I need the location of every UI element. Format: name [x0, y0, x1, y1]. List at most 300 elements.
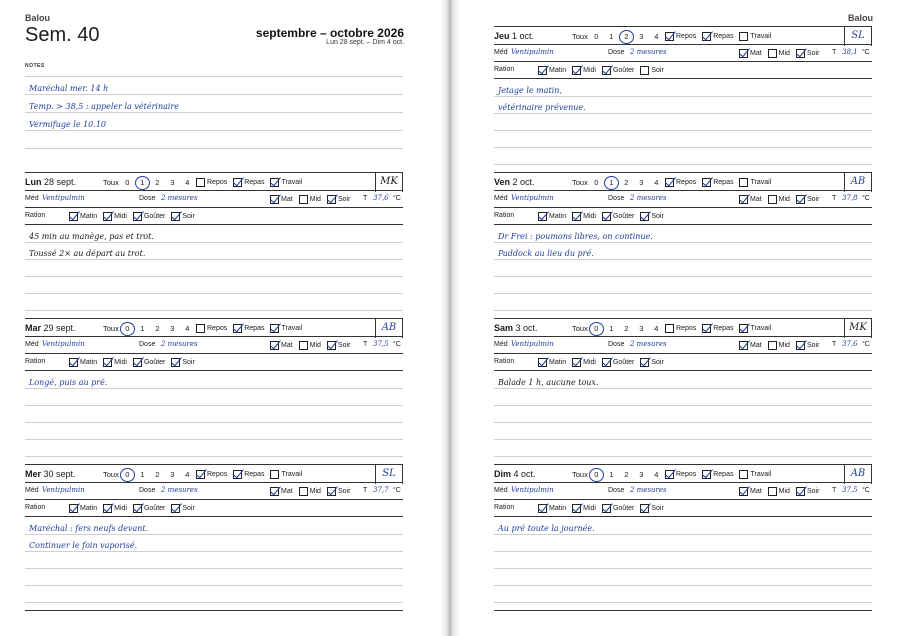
caretaker-initials[interactable]: MK [844, 319, 872, 338]
travail-option[interactable] [270, 178, 308, 187]
cough-level-3[interactable]: 3 [170, 470, 175, 479]
med-mid-option[interactable] [299, 487, 327, 496]
ration-gouter-option[interactable] [602, 358, 640, 367]
ration-midi-option[interactable] [572, 504, 602, 513]
ration-soir-option[interactable] [640, 504, 669, 513]
day-note[interactable]: 45 min au manège, pas et trot. [29, 232, 154, 241]
ration-soir-checkbox[interactable] [171, 212, 180, 221]
repos-option[interactable] [665, 32, 702, 41]
repos-checkbox[interactable] [665, 324, 674, 333]
ration-gouter-checkbox[interactable] [133, 358, 142, 367]
ration-matin-checkbox[interactable] [538, 358, 547, 367]
cough-level-1[interactable]: 1 [609, 470, 614, 479]
cough-label: Toux [572, 32, 588, 41]
cough-label: Toux [572, 178, 588, 187]
temperature-value[interactable]: 37,8 [842, 194, 858, 202]
med-mid-checkbox[interactable] [299, 487, 308, 496]
cough-level-3[interactable]: 3 [170, 324, 175, 333]
med-soir-checkbox[interactable] [327, 195, 336, 204]
cough-label: Toux [103, 324, 119, 333]
ration-gouter-checkbox[interactable] [602, 66, 611, 75]
medication-row [25, 191, 403, 208]
ration-matin-checkbox[interactable] [538, 212, 547, 221]
ration-midi-checkbox[interactable] [103, 358, 112, 367]
medication-row [25, 337, 403, 354]
med-mat-checkbox[interactable] [270, 195, 279, 204]
ration-midi-option[interactable] [103, 358, 133, 367]
med-mat-checkbox[interactable] [739, 487, 748, 496]
week-note-line[interactable]: Vermifuge le 10.10 [29, 120, 106, 129]
med-mid-option[interactable] [768, 487, 796, 496]
cough-label: Toux [103, 178, 119, 187]
day-note[interactable]: Au pré toute la journée. [498, 524, 595, 533]
med-name[interactable]: Ventipulmin [42, 194, 85, 202]
ration-midi-checkbox[interactable] [572, 66, 581, 75]
day-note[interactable]: vétérinaire prévenue. [498, 103, 586, 112]
cough-level-2[interactable]: 2 [155, 178, 160, 187]
travail-checkbox[interactable] [270, 324, 279, 333]
med-soir-option[interactable] [796, 195, 825, 204]
ration-soir-checkbox[interactable] [171, 504, 180, 513]
med-soir-label: Soir [337, 196, 351, 203]
cough-level-0[interactable]: 0 [123, 324, 132, 333]
cough-level-1[interactable]: 1 [609, 324, 614, 333]
cough-level-4[interactable]: 4 [654, 178, 659, 187]
repos-label: Repos [676, 325, 697, 332]
ration-midi-option[interactable] [103, 504, 133, 513]
med-mat-checkbox[interactable] [270, 487, 279, 496]
cough-level-1[interactable]: 1 [140, 470, 145, 479]
med-soir-option[interactable] [327, 195, 356, 204]
med-soir-option[interactable] [327, 487, 356, 496]
caretaker-initials[interactable]: SL [375, 465, 403, 484]
med-mat-label: Mat [281, 488, 293, 495]
note-rule [25, 585, 403, 586]
repas-option[interactable] [702, 178, 739, 187]
travail-checkbox[interactable] [739, 324, 748, 333]
day-note[interactable]: Dr Frei : poumons libres, on continue. [498, 232, 653, 241]
ration-midi-option[interactable] [103, 212, 133, 221]
med-times [739, 49, 825, 58]
ration-soir-label: Soir [651, 359, 664, 366]
travail-checkbox[interactable] [270, 178, 279, 187]
med-mat-checkbox[interactable] [739, 195, 748, 204]
caretaker-initials[interactable]: AB [375, 319, 403, 338]
repas-label: Repas [713, 325, 734, 332]
med-mat-option[interactable] [739, 195, 768, 204]
travail-label: Travail [750, 179, 772, 186]
ration-matin-checkbox[interactable] [538, 66, 547, 75]
med-soir-option[interactable] [796, 341, 825, 350]
note-rule [494, 259, 872, 260]
ration-gouter-option[interactable] [602, 212, 640, 221]
med-mat-label: Mat [750, 342, 762, 349]
dose-value[interactable]: 2 mesures [161, 486, 198, 494]
repos-checkbox[interactable] [196, 470, 205, 479]
note-rule [25, 310, 403, 311]
cough-level-4[interactable]: 4 [654, 470, 659, 479]
repos-option[interactable] [196, 178, 233, 187]
repas-option[interactable] [233, 470, 270, 479]
repos-option[interactable] [665, 470, 702, 479]
med-mid-option[interactable] [768, 195, 796, 204]
med-soir-option[interactable] [327, 341, 356, 350]
ration-matin-label: Matin [80, 359, 98, 366]
ration-soir-checkbox[interactable] [171, 358, 180, 367]
med-mat-option[interactable] [739, 341, 768, 350]
note-rule [25, 456, 403, 457]
med-soir-checkbox[interactable] [796, 341, 805, 350]
cough-level-4[interactable]: 4 [654, 324, 659, 333]
repas-checkbox[interactable] [233, 324, 242, 333]
repas-option[interactable] [702, 470, 739, 479]
ration-midi-checkbox[interactable] [572, 358, 581, 367]
med-label: Méd [25, 487, 39, 494]
med-mid-checkbox[interactable] [768, 341, 777, 350]
med-mat-checkbox[interactable] [739, 341, 748, 350]
cough-level-3[interactable]: 3 [639, 470, 644, 479]
ration-soir-option[interactable] [640, 66, 669, 75]
cough-level-2[interactable]: 2 [622, 32, 631, 41]
repos-option[interactable] [196, 470, 233, 479]
day-bottom-rule [494, 610, 872, 611]
travail-option[interactable] [739, 32, 777, 41]
day-header [494, 26, 872, 45]
day-entry-sam [494, 318, 872, 458]
caretaker-initials[interactable]: AB [844, 465, 872, 484]
med-mat-option[interactable] [739, 49, 768, 58]
temperature-label: T [832, 341, 837, 348]
medication-row [494, 483, 872, 500]
note-rule [494, 147, 872, 148]
caretaker-initials[interactable]: MK [375, 173, 403, 192]
day-note[interactable]: Longé, puis au pré. [29, 378, 108, 387]
cough-level-3[interactable]: 3 [639, 324, 644, 333]
cough-level-0[interactable]: 0 [592, 324, 601, 333]
cough-level-1[interactable]: 1 [609, 32, 614, 41]
cough-level-0[interactable]: 0 [592, 470, 601, 479]
note-rule [25, 534, 403, 535]
med-label: Méd [25, 341, 39, 348]
ration-soir-checkbox[interactable] [640, 66, 649, 75]
temperature-value[interactable]: 38,1 [842, 48, 858, 56]
cough-level-0[interactable]: 0 [594, 178, 599, 187]
med-soir-option[interactable] [796, 49, 825, 58]
ration-gouter-checkbox[interactable] [133, 504, 142, 513]
ration-label: Ration [494, 358, 515, 365]
ration-gouter-checkbox[interactable] [133, 212, 142, 221]
notes-label: NOTES [25, 63, 45, 69]
ration-midi-label: Midi [583, 67, 596, 74]
cough-scale [103, 470, 198, 479]
cough-level-2[interactable]: 2 [624, 178, 629, 187]
temperature-unit: °C [393, 195, 401, 202]
med-mat-label: Mat [750, 488, 762, 495]
temperature-label: T [363, 341, 368, 348]
med-soir-checkbox[interactable] [327, 341, 336, 350]
ration-midi-label: Midi [583, 359, 596, 366]
dose-label: Dose [139, 195, 156, 202]
caretaker-initials[interactable]: AB [844, 173, 872, 192]
travail-checkbox[interactable] [739, 32, 748, 41]
repos-option[interactable] [196, 324, 233, 333]
cough-level-2[interactable]: 2 [155, 324, 160, 333]
dose-value[interactable]: 2 mesures [630, 486, 667, 494]
dose-label: Dose [139, 487, 156, 494]
med-soir-checkbox[interactable] [327, 487, 336, 496]
week-number: Sem. 40 [25, 24, 100, 46]
med-mat-option[interactable] [270, 195, 299, 204]
med-mid-checkbox[interactable] [768, 49, 777, 58]
ration-soir-label: Soir [651, 67, 664, 74]
ration-matin-option[interactable] [538, 66, 572, 75]
travail-label: Travail [281, 471, 303, 478]
repos-checkbox[interactable] [665, 178, 674, 187]
med-label: Méd [494, 487, 508, 494]
repos-checkbox[interactable] [196, 178, 205, 187]
cough-level-2[interactable]: 2 [624, 470, 629, 479]
ration-soir-option[interactable] [640, 212, 669, 221]
cough-label: Toux [572, 470, 588, 479]
note-rule [25, 568, 403, 569]
ration-midi-checkbox[interactable] [572, 504, 581, 513]
ration-midi-option[interactable] [572, 212, 602, 221]
med-name[interactable]: Ventipulmin [42, 486, 85, 494]
cough-level-0[interactable]: 0 [594, 32, 599, 41]
med-mid-checkbox[interactable] [768, 195, 777, 204]
repas-checkbox[interactable] [702, 324, 711, 333]
day-date: 30 sept. [43, 469, 76, 479]
cough-level-4[interactable]: 4 [185, 178, 190, 187]
day-note[interactable]: Paddock au lieu du pré. [498, 249, 594, 258]
med-mat-option[interactable] [270, 487, 299, 496]
ration-matin-label: Matin [80, 505, 98, 512]
med-mid-checkbox[interactable] [299, 341, 308, 350]
repos-option[interactable] [665, 178, 702, 187]
ration-label: Ration [25, 358, 46, 365]
note-rule [25, 259, 403, 260]
repos-checkbox[interactable] [665, 32, 674, 41]
day-bottom-rule [25, 610, 403, 611]
cough-level-2[interactable]: 2 [624, 324, 629, 333]
ration-label: Ration [494, 504, 515, 511]
ration-midi-option[interactable] [572, 66, 602, 75]
cough-level-4[interactable]: 4 [185, 470, 190, 479]
travail-option[interactable] [270, 324, 308, 333]
cough-level-3[interactable]: 3 [639, 32, 644, 41]
ration-gouter-option[interactable] [133, 504, 171, 513]
med-mid-label: Mid [778, 488, 790, 495]
repas-option[interactable] [233, 178, 270, 187]
day-note[interactable]: Toussé 2× au départ au trot. [29, 249, 146, 258]
dose-value[interactable]: 2 mesures [630, 340, 667, 348]
ration-soir-option[interactable] [171, 358, 200, 367]
day-label: Sam [494, 323, 514, 333]
note-rule [494, 276, 872, 277]
temperature-unit: °C [862, 341, 870, 348]
day-note[interactable]: Maréchal : fers neufs devant. [29, 524, 149, 533]
repas-checkbox[interactable] [233, 178, 242, 187]
temperature-label: T [363, 195, 368, 202]
day-name [494, 323, 538, 333]
med-name[interactable]: Ventipulmin [511, 194, 554, 202]
travail-option[interactable] [739, 178, 777, 187]
ration-matin-option[interactable] [69, 212, 103, 221]
med-soir-checkbox[interactable] [796, 195, 805, 204]
ration-matin-checkbox[interactable] [538, 504, 547, 513]
cough-level-1[interactable]: 1 [607, 178, 616, 187]
med-name[interactable]: Ventipulmin [511, 48, 554, 56]
note-rule [25, 276, 403, 277]
med-soir-option[interactable] [796, 487, 825, 496]
ration-matin-option[interactable] [69, 504, 103, 513]
med-mat-checkbox[interactable] [270, 341, 279, 350]
note-rule [494, 405, 872, 406]
week-note-line[interactable]: Temp. > 38,5 : appeler la vétérinaire [29, 102, 179, 111]
ration-soir-checkbox[interactable] [640, 212, 649, 221]
cough-level-3[interactable]: 3 [639, 178, 644, 187]
day-label: Jeu [494, 31, 510, 41]
ration-gouter-checkbox[interactable] [602, 358, 611, 367]
travail-checkbox[interactable] [739, 470, 748, 479]
ration-options [538, 212, 670, 221]
repas-checkbox[interactable] [233, 470, 242, 479]
med-name[interactable]: Ventipulmin [511, 340, 554, 348]
repas-checkbox[interactable] [702, 178, 711, 187]
ration-row [494, 354, 872, 371]
day-name [25, 323, 76, 333]
ration-soir-checkbox[interactable] [640, 358, 649, 367]
ration-midi-checkbox[interactable] [103, 212, 112, 221]
ration-soir-checkbox[interactable] [640, 504, 649, 513]
ration-gouter-checkbox[interactable] [602, 212, 611, 221]
ration-matin-checkbox[interactable] [69, 212, 78, 221]
ration-matin-option[interactable] [538, 504, 572, 513]
repas-checkbox[interactable] [702, 32, 711, 41]
med-mid-label: Mid [778, 342, 790, 349]
dose-value[interactable]: 2 mesures [161, 194, 198, 202]
day-date: 4 oct. [513, 469, 536, 479]
dose-value[interactable]: 2 mesures [161, 340, 198, 348]
day-entry-ven [494, 172, 872, 312]
travail-option[interactable] [739, 470, 777, 479]
med-soir-checkbox[interactable] [796, 49, 805, 58]
travail-option[interactable] [270, 470, 308, 479]
note-rule [25, 405, 403, 406]
cough-level-0[interactable]: 0 [123, 470, 132, 479]
ration-soir-option[interactable] [640, 358, 669, 367]
day-entry-mar [25, 318, 403, 458]
repas-option[interactable] [702, 32, 739, 41]
temperature-value[interactable]: 37,5 [373, 340, 389, 348]
cough-level-3[interactable]: 3 [170, 178, 175, 187]
ration-gouter-option[interactable] [133, 212, 171, 221]
repas-checkbox[interactable] [702, 470, 711, 479]
repos-checkbox[interactable] [196, 324, 205, 333]
med-mid-option[interactable] [768, 341, 796, 350]
travail-checkbox[interactable] [270, 470, 279, 479]
med-mid-option[interactable] [768, 49, 796, 58]
day-date: 28 sept. [44, 177, 77, 187]
cough-scale [572, 32, 667, 41]
medication-row [25, 483, 403, 500]
med-mid-checkbox[interactable] [299, 195, 308, 204]
cough-level-1[interactable]: 1 [140, 324, 145, 333]
ration-row [494, 500, 872, 517]
ration-soir-option[interactable] [171, 212, 200, 221]
ration-midi-checkbox[interactable] [572, 212, 581, 221]
week-note-line[interactable]: Maréchal mer. 14 h [29, 84, 109, 93]
ration-gouter-option[interactable] [133, 358, 171, 367]
ration-matin-label: Matin [549, 505, 567, 512]
med-mid-checkbox[interactable] [768, 487, 777, 496]
med-soir-label: Soir [806, 488, 820, 495]
travail-label: Travail [750, 471, 772, 478]
day-note[interactable]: Balade 1 h, aucune toux. [498, 378, 599, 387]
ration-matin-option[interactable] [538, 358, 572, 367]
medication-row [494, 191, 872, 208]
ration-gouter-option[interactable] [602, 66, 640, 75]
temperature-value[interactable]: 37,6 [373, 194, 389, 202]
cough-level-2[interactable]: 2 [155, 470, 160, 479]
ration-gouter-checkbox[interactable] [602, 504, 611, 513]
repos-checkbox[interactable] [665, 470, 674, 479]
day-note[interactable]: Jetage le matin, [498, 86, 562, 95]
repas-option[interactable] [702, 324, 739, 333]
med-mat-option[interactable] [739, 487, 768, 496]
temperature-value[interactable]: 37,5 [842, 486, 858, 494]
cough-level-1[interactable]: 1 [138, 178, 147, 187]
repas-option[interactable] [233, 324, 270, 333]
med-times [739, 195, 825, 204]
med-mid-option[interactable] [299, 341, 327, 350]
ration-soir-option[interactable] [171, 504, 200, 513]
day-note[interactable]: Continuer le foin vaporisé. [29, 541, 138, 550]
travail-option[interactable] [739, 324, 777, 333]
ration-matin-option[interactable] [69, 358, 103, 367]
ration-matin-option[interactable] [538, 212, 572, 221]
cough-scale [572, 178, 667, 187]
cough-level-4[interactable]: 4 [185, 324, 190, 333]
day-label: Mer [25, 469, 42, 479]
repos-option[interactable] [665, 324, 702, 333]
ration-matin-checkbox[interactable] [69, 504, 78, 513]
dose-value[interactable]: 2 mesures [630, 48, 667, 56]
cough-level-4[interactable]: 4 [654, 32, 659, 41]
caretaker-initials[interactable]: SL [844, 27, 872, 46]
med-name[interactable]: Ventipulmin [511, 486, 554, 494]
med-mid-option[interactable] [299, 195, 327, 204]
travail-checkbox[interactable] [739, 178, 748, 187]
ration-gouter-option[interactable] [602, 504, 640, 513]
cough-level-0[interactable]: 0 [125, 178, 130, 187]
temperature-value[interactable]: 37,6 [842, 340, 858, 348]
ration-matin-checkbox[interactable] [69, 358, 78, 367]
med-soir-checkbox[interactable] [796, 487, 805, 496]
day-name [25, 469, 76, 479]
day-date: 29 sept. [43, 323, 76, 333]
cough-scale [572, 470, 667, 479]
med-mat-checkbox[interactable] [739, 49, 748, 58]
med-name[interactable]: Ventipulmin [42, 340, 85, 348]
dose-label: Dose [139, 341, 156, 348]
repos-label: Repos [207, 325, 228, 332]
ration-midi-option[interactable] [572, 358, 602, 367]
temperature-value[interactable]: 37,7 [373, 486, 389, 494]
ration-midi-checkbox[interactable] [103, 504, 112, 513]
dose-value[interactable]: 2 mesures [630, 194, 667, 202]
med-mat-option[interactable] [270, 341, 299, 350]
